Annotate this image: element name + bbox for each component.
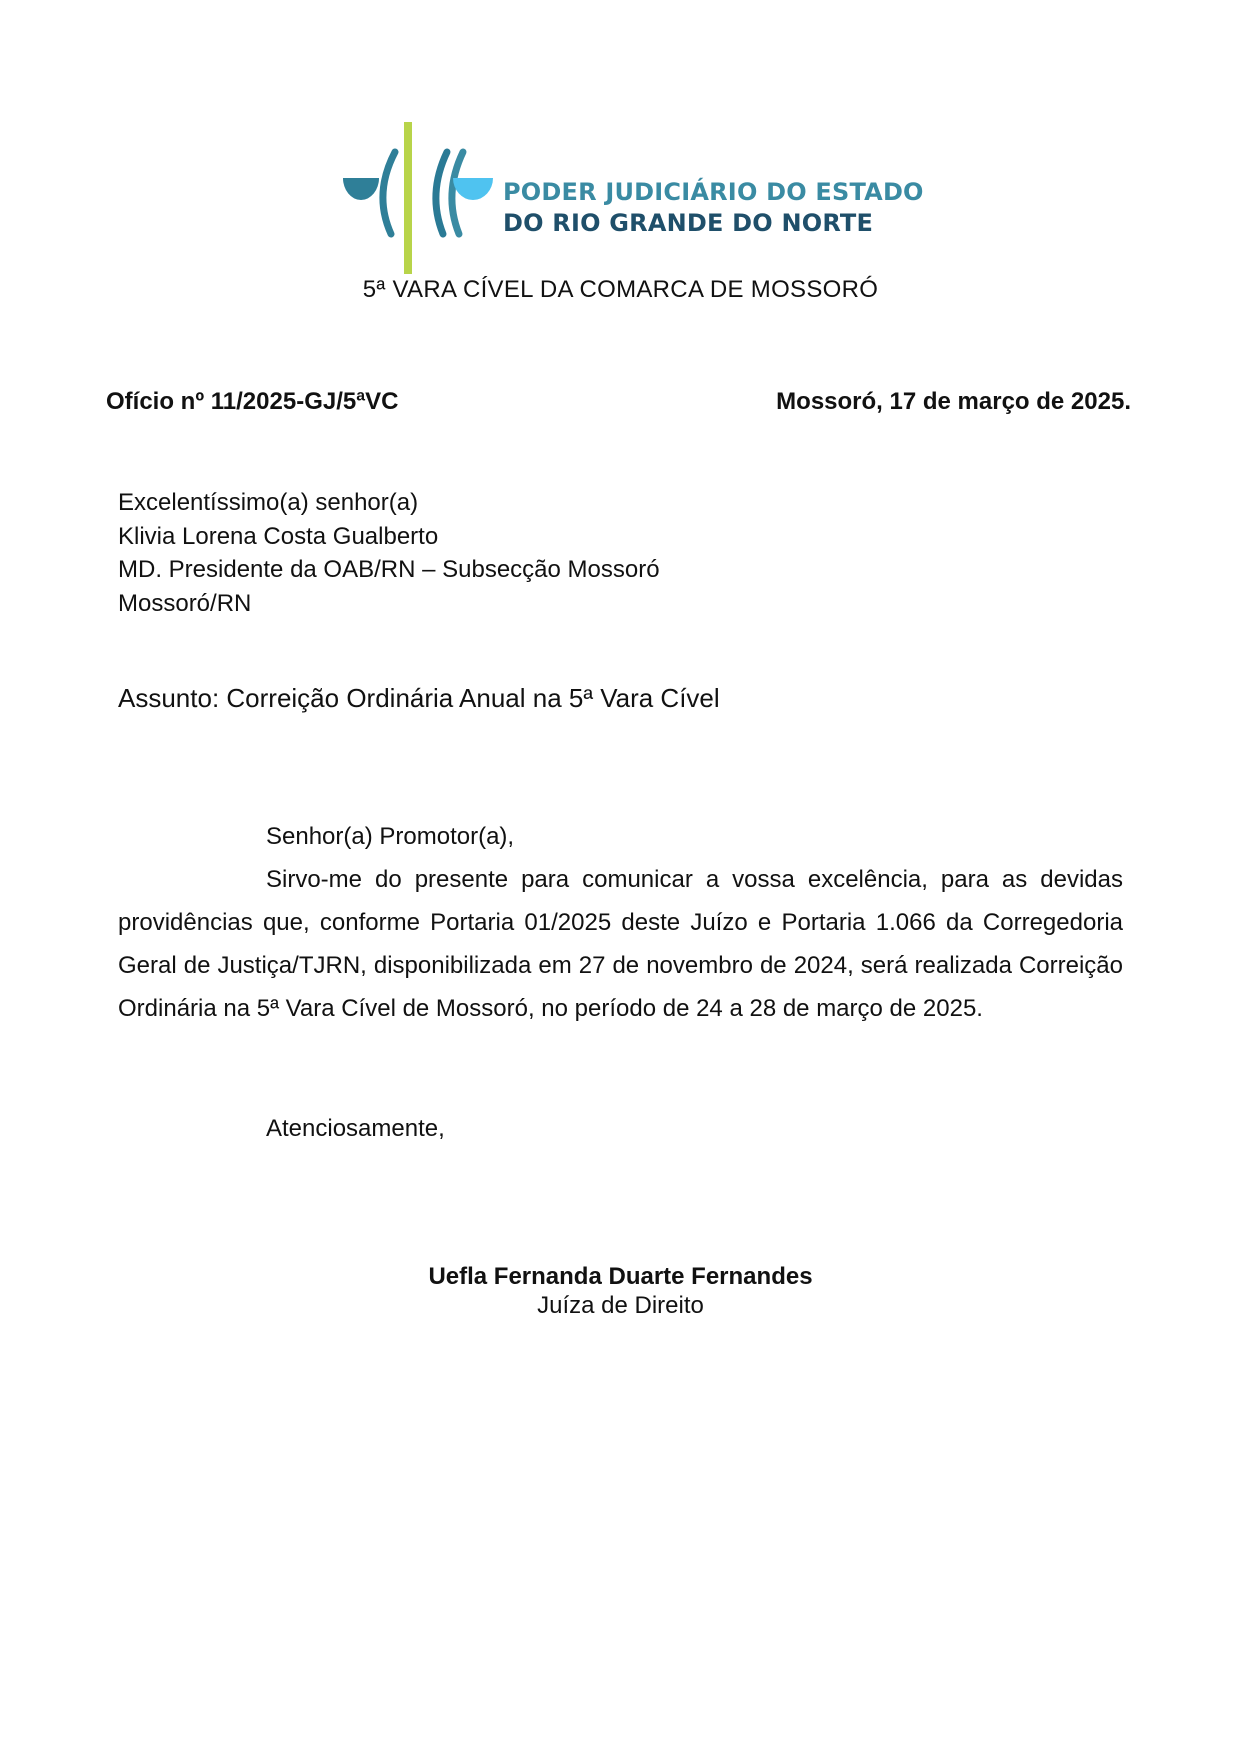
closing: Atenciosamente, (266, 1115, 445, 1142)
scales-of-justice-icon (343, 122, 493, 274)
salutation: Senhor(a) Promotor(a), (266, 823, 515, 850)
addressee-line-1: Excelentíssimo(a) senhor(a) (118, 489, 419, 516)
signer-name: Uefla Fernanda Duarte Fernandes (428, 1263, 813, 1290)
addressee-line-2: Klivia Lorena Costa Gualberto (118, 522, 439, 550)
institution-name-line1: PODER JUDICIÁRIO DO ESTADO (503, 178, 924, 206)
institution-name-line2: DO RIO GRANDE DO NORTE (503, 209, 874, 237)
institution-name (503, 177, 924, 239)
addressee-block (118, 486, 660, 620)
signer-title: Juíza de Direito (537, 1292, 704, 1319)
court-name: 5ª VARA CÍVEL DA COMARCA DE MOSSORÓ (362, 276, 879, 303)
office-number: Ofício nº 11/2025-GJ/5ªVC (106, 388, 399, 415)
body-paragraph: Sirvo-me do presente para comunicar a vossa excelência, para as devidas providências que, conforme Portaria 01/2025 deste Juízo e Portaria 1.066 da Corregedoria Geral de Justiça/TJRN, disponibilizada em 27 de novembro de 2024, será realizada Correição Ordinária na 5ª Vara Cível de Mossoró, no período de 24 a 28 de março de 2025. (118, 866, 1123, 1022)
addressee-line-3: MD. Presidente da OAB/RN – Subsecção Mossoró (118, 556, 660, 583)
addressee-line-4: Mossoró/RN (118, 589, 252, 617)
letter-body (118, 815, 1123, 1030)
place-date: Mossoró, 17 de março de 2025. (776, 388, 1131, 415)
court-logo (343, 122, 924, 274)
signature-block (0, 1262, 1241, 1320)
subject-line: Assunto: Correição Ordinária Anual na 5ª Vara Cível (118, 683, 720, 713)
